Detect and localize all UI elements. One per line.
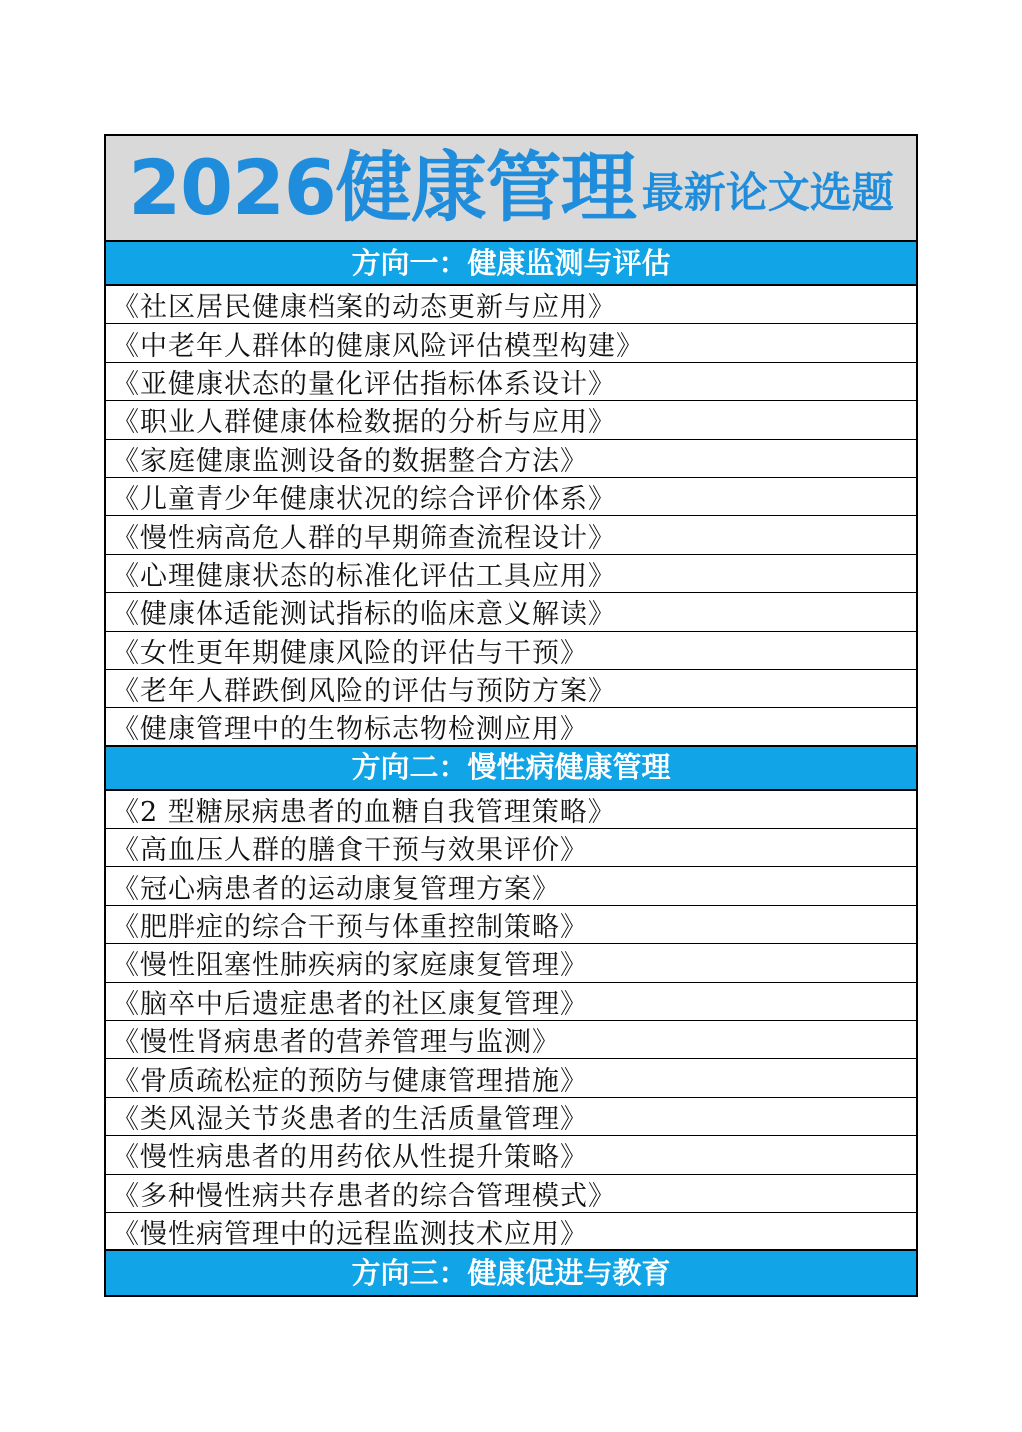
sections-container	[106, 242, 916, 1295]
page-subtitle: 最新论文选题	[641, 168, 894, 217]
section-header-2: 方向二：慢性病健康管理	[106, 747, 916, 791]
topic-row: 《心理健康状态的标准化评估工具应用》	[106, 555, 916, 593]
section-header-3: 方向三：健康促进与教育	[106, 1251, 916, 1295]
topic-row: 《慢性病患者的用药依从性提升策略》	[106, 1136, 916, 1174]
topic-row: 《慢性阻塞性肺疾病的家庭康复管理》	[106, 944, 916, 982]
topic-row: 《高血压人群的膳食干预与效果评价》	[106, 829, 916, 867]
page-title: 2026健康管理	[128, 143, 636, 232]
topic-row: 《社区居民健康档案的动态更新与应用》	[106, 286, 916, 324]
topic-table	[104, 134, 918, 1297]
topic-row: 《健康体适能测试指标的临床意义解读》	[106, 593, 916, 631]
topic-row: 《老年人群跌倒风险的评估与预防方案》	[106, 670, 916, 708]
topic-row: 《脑卒中后遗症患者的社区康复管理》	[106, 983, 916, 1021]
topic-row: 《2 型糖尿病患者的血糖自我管理策略》	[106, 791, 916, 829]
topic-row: 《家庭健康监测设备的数据整合方法》	[106, 440, 916, 478]
topic-row: 《慢性病高危人群的早期筛查流程设计》	[106, 516, 916, 554]
topic-row: 《职业人群健康体检数据的分析与应用》	[106, 401, 916, 439]
topic-row: 《冠心病患者的运动康复管理方案》	[106, 867, 916, 905]
topic-row: 《亚健康状态的量化评估指标体系设计》	[106, 363, 916, 401]
title-banner	[106, 136, 916, 242]
section-header-1: 方向一：健康监测与评估	[106, 242, 916, 286]
topic-row: 《慢性肾病患者的营养管理与监测》	[106, 1021, 916, 1059]
topic-row: 《儿童青少年健康状况的综合评价体系》	[106, 478, 916, 516]
topic-row: 《健康管理中的生物标志物检测应用》	[106, 708, 916, 746]
topic-row: 《多种慢性病共存患者的综合管理模式》	[106, 1175, 916, 1213]
topic-row: 《类风湿关节炎患者的生活质量管理》	[106, 1098, 916, 1136]
topic-row: 《肥胖症的综合干预与体重控制策略》	[106, 906, 916, 944]
topic-row: 《骨质疏松症的预防与健康管理措施》	[106, 1059, 916, 1097]
topic-row: 《女性更年期健康风险的评估与干预》	[106, 632, 916, 670]
topic-row: 《中老年人群体的健康风险评估模型构建》	[106, 324, 916, 362]
topic-row: 《慢性病管理中的远程监测技术应用》	[106, 1213, 916, 1251]
